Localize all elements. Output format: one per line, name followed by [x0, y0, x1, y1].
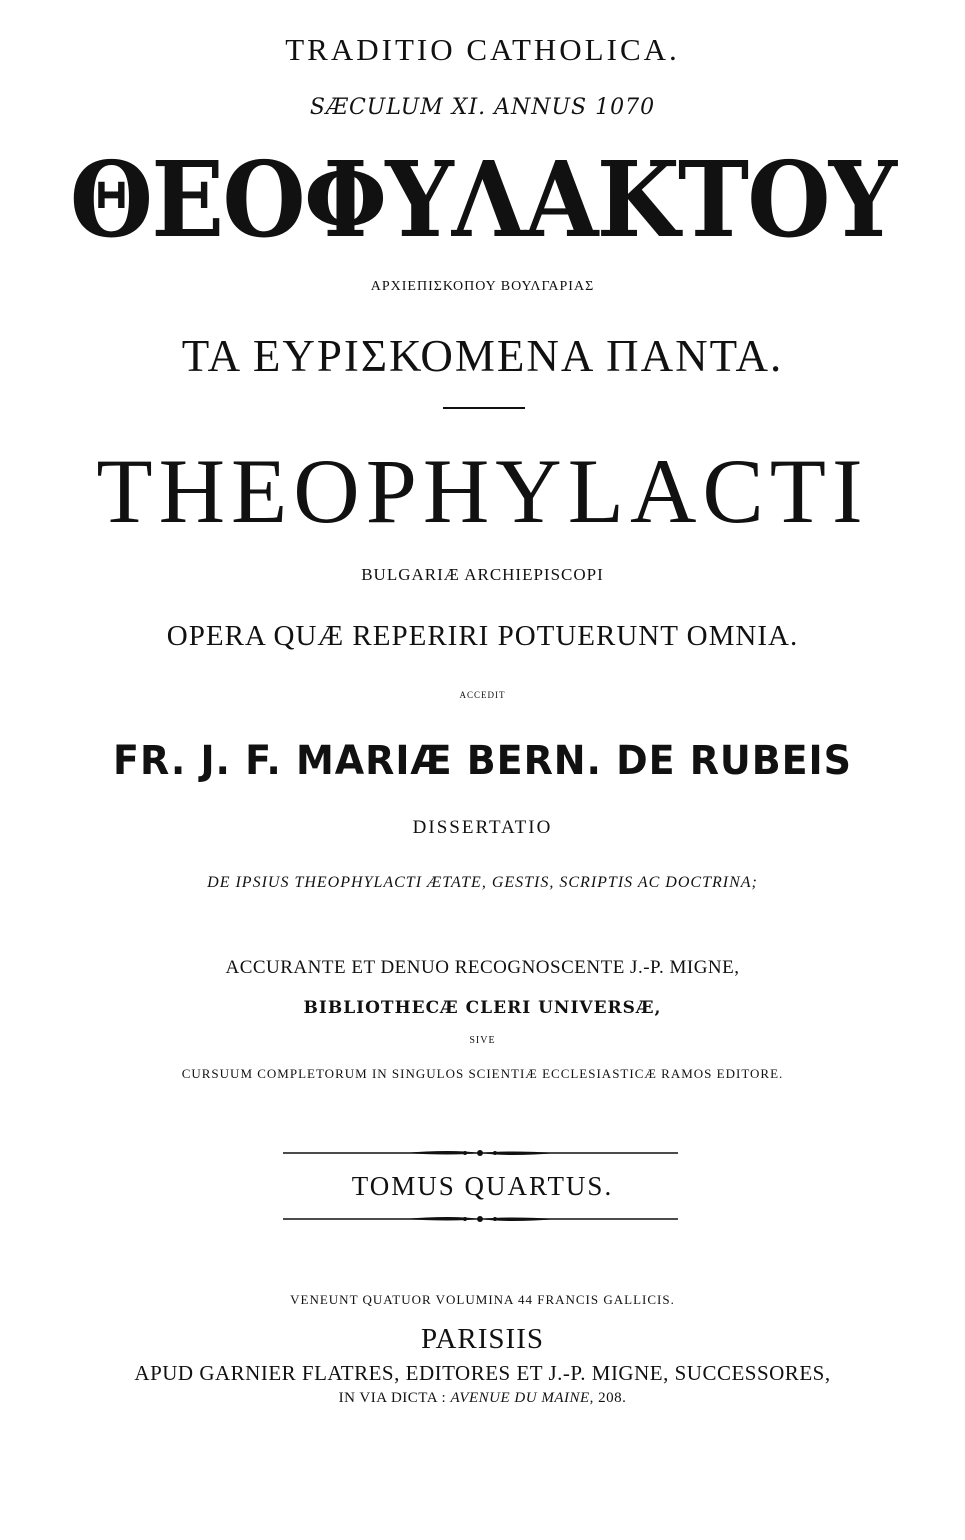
address-number: , 208.	[589, 1390, 627, 1406]
editor-credit: ACCURANTE ET DENUO RECOGNOSCENTE J.-P. MIGNE,	[225, 957, 740, 978]
address-street: AVENUE DU MAINE	[450, 1390, 590, 1406]
greek-author-subtitle: ΑΡΧΙΕΠΙΣΚΟΠΟΥ ΒΟΥΛΓΑΡΙΑΣ	[370, 279, 595, 294]
volume-label: TOMUS QUARTUS.	[351, 1171, 614, 1201]
greek-work-title: ΤΑ ΕΥΡΙΣΚΟΜΕΝΑ ΠΑΝΤΑ.	[181, 331, 784, 381]
imprint-city: PARISIIS	[421, 1323, 544, 1355]
series-title: TRADITIO CATHOLICA.	[285, 32, 680, 67]
ornamental-rule-top	[283, 1146, 678, 1160]
dissertatio-label: DISSERTATIO	[412, 817, 553, 838]
greek-author-name: ΘΕΟΦΥΛΑΚΤΟΥ	[69, 138, 896, 261]
appendix-author: FR. J. F. MARIÆ BERN. DE RUBEIS	[113, 738, 852, 784]
address-prefix: IN VIA DICTA :	[338, 1390, 451, 1406]
accedit-label: ACCEDIT	[459, 690, 506, 700]
cursus-line: CURSUUM COMPLETORUM IN SINGULOS SCIENTIÆ ECCLESIASTICÆ RAMOS EDITORE.	[181, 1066, 784, 1081]
bibliotheca-title: BIBLIOTHECÆ CLERI UNIVERSÆ,	[303, 998, 662, 1018]
price-line: VENEUNT QUATUOR VOLUMINA 44 FRANCIS GALLICIS.	[290, 1292, 675, 1307]
divider-rule	[443, 407, 525, 409]
sive-label: SIVE	[469, 1035, 496, 1046]
ornamental-rule-bottom	[283, 1212, 678, 1226]
imprint-address	[0, 1390, 965, 1407]
imprint-publishers: APUD GARNIER FLATRES, EDITORES ET J.-P. MIGNE, SUCCESSORES,	[134, 1361, 831, 1385]
dissertatio-topic: DE IPSIUS THEOPHYLACTI ÆTATE, GESTIS, SCRIPTIS AC DOCTRINA;	[207, 874, 758, 891]
latin-author-name: THEOPHYLACTI	[96, 440, 869, 542]
latin-work-title: OPERA QUÆ REPERIRI POTUERUNT OMNIA.	[166, 620, 799, 652]
latin-author-subtitle: BULGARIÆ ARCHIEPISCOPI	[361, 565, 604, 584]
century-line: SÆCULUM XI. ANNUS 1070	[309, 95, 656, 120]
